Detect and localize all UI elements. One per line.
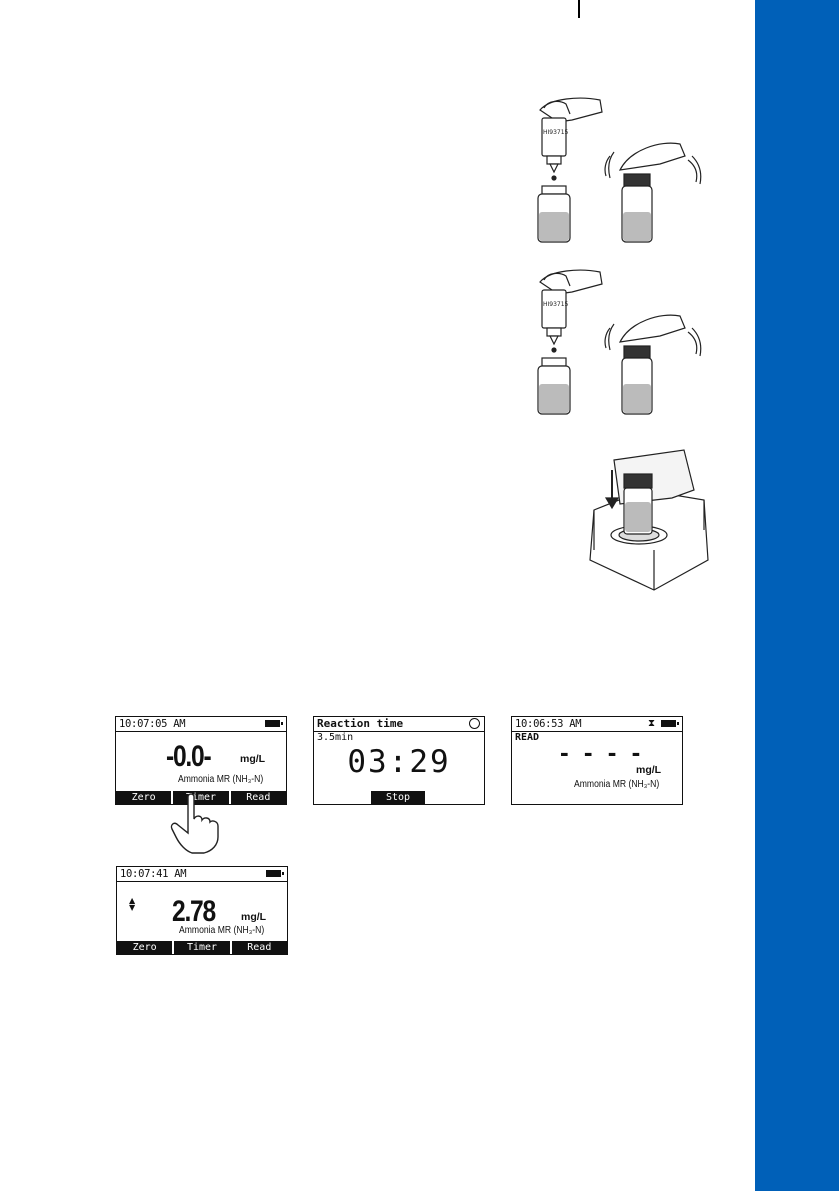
timer-softkey[interactable]: Timer (174, 941, 229, 954)
reading-value: 2.78 (172, 895, 215, 928)
reaction-duration: 3.5min (317, 732, 354, 743)
reading-unit: mg/L (240, 753, 266, 765)
method-name: Ammonia MR (NH₃-N) (574, 779, 660, 790)
add-second-reagent-shake-illustration (510, 262, 720, 422)
hourglass-icon: ⧗ (647, 718, 655, 729)
bottle-label: HI93715 (543, 301, 569, 308)
battery-icon (661, 720, 676, 727)
reading-value: - - - - (560, 737, 645, 767)
method-name: Ammonia MR (NH₃-N) (179, 925, 265, 936)
meter-screen-reading (511, 716, 683, 805)
battery-icon (265, 720, 280, 727)
timer-softkey[interactable]: Timer (173, 791, 228, 804)
stop-softkey[interactable]: Stop (371, 791, 425, 804)
pointing-hand-icon (168, 793, 228, 855)
timer-clock-icon (469, 718, 480, 729)
zero-softkey[interactable]: Zero (116, 791, 171, 804)
read-softkey[interactable]: Read (232, 941, 287, 954)
read-status: READ (515, 732, 540, 743)
countdown-display: 03:29 (347, 744, 451, 780)
clock-time: 10:07:41 AM (120, 868, 187, 880)
status-bar (512, 717, 682, 732)
reading-unit: mg/L (241, 911, 267, 923)
meter-screen-result (116, 866, 288, 955)
zero-softkey[interactable]: Zero (117, 941, 172, 954)
reading-value: -0.0- (166, 740, 211, 773)
read-softkey[interactable]: Read (231, 791, 286, 804)
status-bar (117, 867, 287, 882)
status-bar (314, 717, 484, 732)
add-reagent-shake-illustration (510, 90, 720, 250)
screen-title: Reaction time (317, 717, 404, 730)
clock-time: 10:06:53 AM (515, 718, 582, 730)
scroll-arrows-icon[interactable]: ▲ ▼ (129, 896, 136, 912)
meter-screen-zero (115, 716, 287, 805)
bottle-label: HI93715 (543, 129, 569, 136)
battery-icon (266, 870, 281, 877)
meter-screen-reaction-timer (313, 716, 485, 805)
status-bar (116, 717, 286, 732)
softkey-bar (117, 941, 287, 954)
reading-unit: mg/L (636, 764, 662, 776)
method-name: Ammonia MR (NH₃-N) (178, 774, 264, 785)
clock-time: 10:07:05 AM (119, 718, 186, 730)
crop-mark (578, 0, 580, 18)
section-side-tab (755, 0, 839, 1191)
insert-cuvette-illustration (584, 440, 714, 600)
